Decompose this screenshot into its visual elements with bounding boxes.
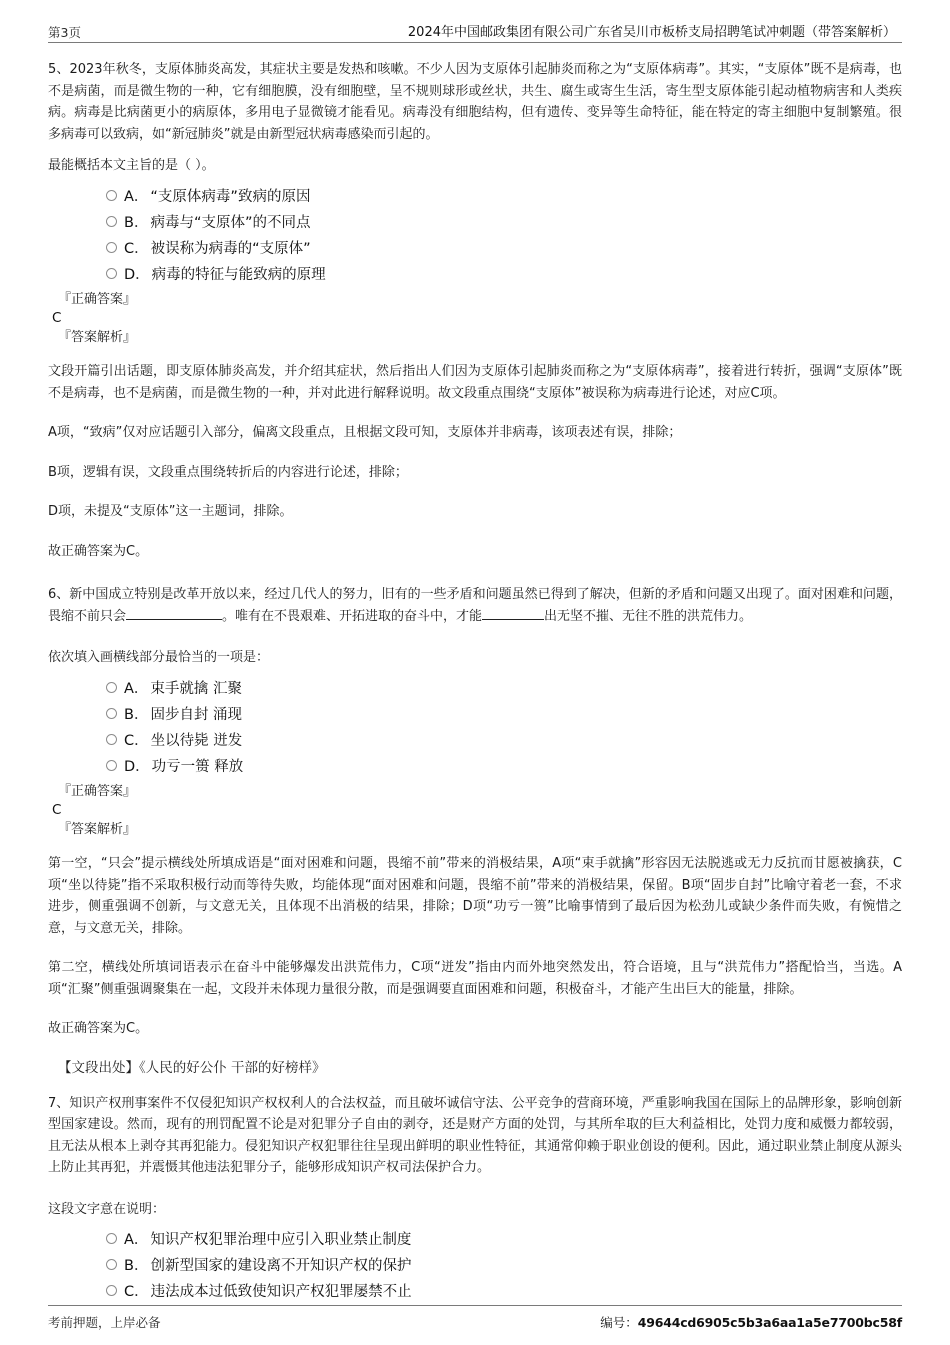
option-letter: B．	[124, 214, 149, 231]
option-letter: A．	[124, 188, 149, 205]
question-6-analysis-label: 『答案解析』	[58, 822, 137, 837]
option-text: 违法成本过低致使知识产权犯罪屡禁不止	[150, 1284, 412, 1300]
option-letter: B．	[124, 1258, 149, 1274]
question-6	[48, 584, 902, 1079]
question-5-answer-value: C	[52, 310, 62, 326]
question-5-options	[48, 182, 902, 286]
option-letter: C．	[124, 732, 149, 749]
radio-button-icon[interactable]	[106, 242, 117, 253]
option-letter: C．	[124, 1284, 149, 1300]
option-c[interactable]	[106, 726, 902, 752]
radio-button-icon[interactable]	[106, 1259, 117, 1270]
question-5-stem: 5、2023年秋冬，支原体肺炎高发，其症状主要是发热和咳嗽。不少人因为支原体引起肺炎而称之为“支原体病毒”。其实，“支原体”既不是病毒，也不是病菌，而是微生物的一种，它有细胞膜，没有细胞壁，呈不规则球形或丝状，共生、腐生或寄生生活，寄生型支原体能引起动植物病害和人类疾病。病毒是比病菌更小的病原体，多用电子显微镜才能看见。病毒没有细胞结构，但有遗传、变异等生命特征，能在特定的寄主细胞中复制繁殖。很多病毒可以致病，如“新冠肺炎”就是由新型冠状病毒感染而引起的。	[48, 62, 902, 142]
option-b[interactable]	[106, 208, 902, 234]
option-letter: D．	[124, 266, 150, 283]
question-5-analysis-para-4: D项，未提及“支原体”这一主题词，排除。	[48, 504, 293, 519]
option-d[interactable]	[106, 752, 902, 778]
footer-code-label: 编号：	[600, 1315, 638, 1330]
option-d[interactable]	[106, 260, 902, 286]
option-c[interactable]	[106, 234, 902, 260]
document-title: 2024年中国邮政集团有限公司广东省吴川市板桥支局招聘笔试冲刺题（带答案解析）	[407, 24, 896, 40]
question-7-options	[48, 1226, 902, 1304]
option-letter: A．	[124, 680, 149, 697]
footer-slogan: 考前押题，上岸必备	[48, 1315, 161, 1330]
radio-button-icon[interactable]	[106, 1233, 117, 1244]
option-a[interactable]	[106, 674, 902, 700]
question-5	[48, 59, 902, 562]
option-b[interactable]	[106, 1252, 902, 1278]
page-header	[48, 0, 902, 43]
option-c[interactable]	[106, 1278, 902, 1304]
option-text: 坐以待毙 迸发	[150, 732, 243, 749]
page-number-label: 第3页	[48, 25, 81, 41]
question-5-analysis-label: 『答案解析』	[58, 330, 137, 345]
question-6-stem-part1: 6、新中国成立特别是改革开放以来，经过几代人的努力，旧有的一些矛盾和问题虽然已得到了解决，但新的矛盾和问题又出现了。面对困难和问题，畏缩不前只会	[48, 587, 902, 624]
footer-code	[600, 1313, 902, 1331]
question-5-analysis-para-1: 文段开篇引出话题，即支原体肺炎高发，并介绍其症状，然后指出人们因为支原体引起肺炎而称之为“支原体病毒”，接着进行转折，强调“支原体”既不是病毒，也不是病菌，而是微生物的一种，并对此进行解释说明。故文段重点围绕“支原体”被误称为病毒进行论述，对应C项。	[48, 364, 902, 401]
radio-button-icon[interactable]	[106, 268, 117, 279]
question-7-stem: 7、知识产权刑事案件不仅侵犯知识产权权利人的合法权益，而且破坏诚信守法、公平竞争的营商环境，严重影响我国在国际上的品牌形象，影响创新型国家建设。然而，现有的刑罚配置不论是对犯罪分子自由的剥夺，还是财产方面的处罚，与其所牟取的巨大利益相比，处罚力度和威慑力都较弱，且无法从根本上剥夺其再犯能力。侵犯知识产权犯罪往往呈现出鲜明的职业性特征，其通常仰赖于职业创设的便利。因此，通过职业禁止制度从源头上防止其再犯，并震慑其他违法犯罪分子，能够形成知识产权司法保护合力。	[48, 1095, 902, 1175]
question-5-analysis-para-2: A项，“致病”仅对应话题引入部分，偏离文段重点，且根据文段可知，支原体并非病毒，该项表述有误，排除；	[48, 425, 682, 440]
fill-blank-2[interactable]	[482, 619, 544, 620]
question-6-analysis-para-1: 第一空，“只会”提示横线处所填成语是“面对困难和问题，畏缩不前”带来的消极结果，A项“束手就擒”形容因无法脱逃或无力反抗而甘愿被擒获，C项“坐以待毙”指不采取积极行动而等待失败，均能体现“面对困难和问题，畏缩不前”带来的消极结果，保留。B项“固步自封”比喻守着老一套，不求进步，侧重强调不创新，与文意无关，且体现不出消极的结果，排除；D项“功亏一篑”比喻事情到了最后因为松劲儿或缺少条件而失败，有惋惜之意，与文意无关，排除。	[48, 856, 902, 936]
question-6-answer-label: 『正确答案』	[58, 784, 137, 799]
option-letter: C．	[124, 240, 149, 257]
question-7	[48, 1093, 902, 1304]
option-text: 被误称为病毒的“支原体”	[150, 240, 311, 257]
option-letter: D．	[124, 758, 150, 775]
question-6-analysis-para-3: 故正确答案为C。	[48, 1021, 149, 1036]
question-6-prompt: 依次填入画横线部分最恰当的一项是：	[48, 650, 270, 665]
option-letter: A．	[124, 1232, 149, 1248]
question-6-analysis-para-2: 第二空，横线处所填词语表示在奋斗中能够爆发出洪荒伟力，C项“迸发”指由内而外地突然发出，符合语境，且与“洪荒伟力”搭配恰当，当选。A项“汇聚”侧重强调聚集在一起，文段并未体现力量很分散，而是强调要直面困难和问题，积极奋斗，才能产生出巨大的能量，排除。	[48, 960, 902, 997]
option-text: 创新型国家的建设离不开知识产权的保护	[150, 1258, 412, 1274]
option-text: 病毒的特征与能致病的原理	[151, 266, 326, 283]
footer-code-value: 49644cd6905c5b3a6aa1a5e7700bc58f	[637, 1315, 902, 1330]
option-text: 知识产权犯罪治理中应引入职业禁止制度	[150, 1232, 412, 1248]
radio-button-icon[interactable]	[106, 190, 117, 201]
question-6-source: 【文段出处】《人民的好公仆 干部的好榜样》	[58, 1059, 326, 1076]
question-6-stem-part3: 出无坚不摧、无往不胜的洪荒伟力。	[544, 608, 753, 624]
question-5-analysis-para-5: 故正确答案为C。	[48, 543, 149, 559]
question-5-answer-label: 『正确答案』	[58, 292, 137, 307]
question-5-analysis-para-3: B项，逻辑有误，文段重点围绕转折后的内容进行论述，排除；	[48, 464, 408, 480]
option-text: 束手就擒 汇聚	[150, 680, 243, 697]
radio-button-icon[interactable]	[106, 734, 117, 745]
radio-button-icon[interactable]	[106, 708, 117, 719]
radio-button-icon[interactable]	[106, 216, 117, 227]
option-letter: B．	[124, 706, 149, 723]
option-text: 固步自封 涌现	[150, 706, 243, 723]
radio-button-icon[interactable]	[106, 682, 117, 693]
option-a[interactable]	[106, 1226, 902, 1252]
question-6-answer-value: C	[52, 802, 62, 818]
question-6-stem-part2: 。唯有在不畏艰难、开拓进取的奋斗中，才能	[222, 608, 483, 624]
option-text: “支原体病毒”致病的原因	[150, 188, 311, 205]
question-7-prompt: 这段文字意在说明：	[48, 1201, 166, 1217]
question-5-prompt: 最能概括本文主旨的是（ ）。	[48, 158, 215, 173]
option-b[interactable]	[106, 700, 902, 726]
question-6-options	[48, 674, 902, 778]
option-text: 功亏一篑 释放	[151, 758, 244, 775]
radio-button-icon[interactable]	[106, 760, 117, 771]
option-text: 病毒与“支原体”的不同点	[150, 214, 311, 231]
fill-blank-1[interactable]	[126, 619, 222, 620]
document-body	[48, 43, 902, 1304]
radio-button-icon[interactable]	[106, 1285, 117, 1296]
question-6-stem	[48, 584, 902, 627]
option-a[interactable]	[106, 182, 902, 208]
page-footer	[48, 1305, 902, 1331]
